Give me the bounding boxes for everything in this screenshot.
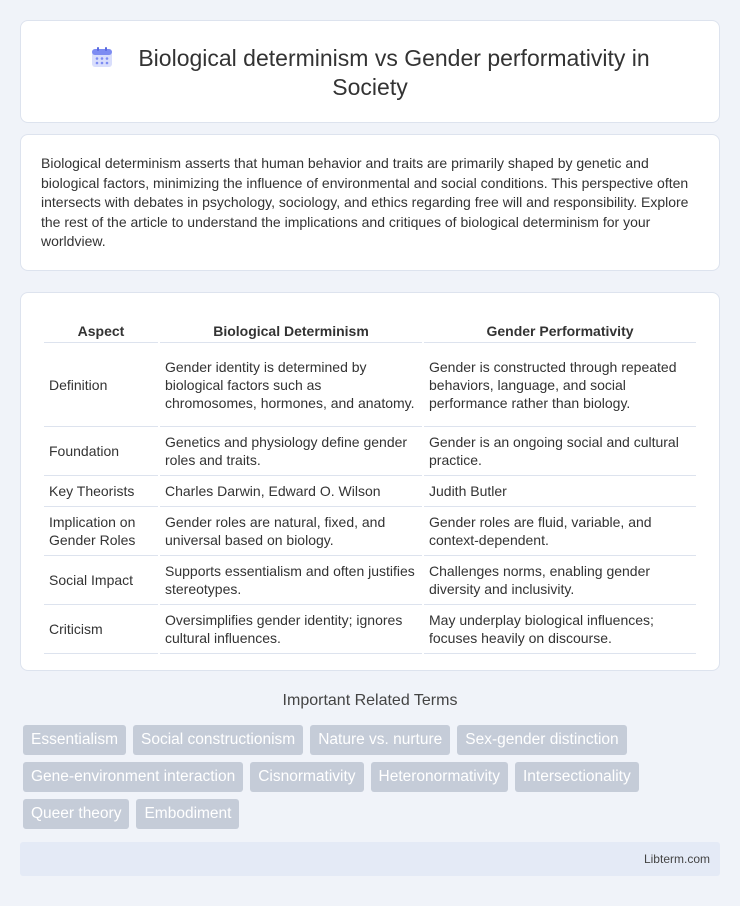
footer xyxy=(20,842,720,876)
table-header-row xyxy=(44,313,696,343)
row-biological: Supports essentialism and often justifies stereotypes. xyxy=(160,556,422,605)
calendar-icon xyxy=(90,45,114,69)
table-row xyxy=(44,343,696,427)
header-biological-determinism: Biological Determinism xyxy=(160,313,422,343)
term-tag[interactable]: Embodiment xyxy=(136,799,239,829)
title-card xyxy=(20,20,720,123)
row-performativity: Judith Butler xyxy=(424,476,696,507)
row-biological: Gender roles are natural, fixed, and universal based on biology. xyxy=(160,507,422,556)
term-tag[interactable]: Essentialism xyxy=(23,725,126,755)
row-biological: Genetics and physiology define gender roles and traits. xyxy=(160,427,422,476)
table-row xyxy=(44,507,696,556)
term-tag[interactable]: Gene-environment interaction xyxy=(23,762,243,792)
row-performativity: Gender is constructed through repeated behaviors, language, and social performance rather than biology. xyxy=(424,343,696,427)
term-tag[interactable]: Heteronormativity xyxy=(371,762,508,792)
term-tag[interactable]: Queer theory xyxy=(23,799,129,829)
term-tag[interactable]: Nature vs. nurture xyxy=(310,725,450,755)
comparison-card xyxy=(20,292,720,671)
row-performativity: Gender is an ongoing social and cultural practice. xyxy=(424,427,696,476)
header-gender-performativity: Gender Performativity xyxy=(424,313,696,343)
footer-site-link[interactable]: Libterm.com xyxy=(643,852,710,866)
intro-paragraph: Biological determinism asserts that human behavior and traits are primarily shaped by genetic and biological factors, minimizing the influence of environmental and social conditions. This perspective often intersects with debates in psychology, sociology, and ethics regarding free will and responsibility. Explore the rest of the article to understand the implications and critiques of biological determinism for your worldview. xyxy=(41,155,689,250)
row-aspect: Criticism xyxy=(44,605,158,654)
row-aspect: Key Theorists xyxy=(44,476,158,507)
term-tag[interactable]: Social constructionism xyxy=(133,725,303,755)
table-row xyxy=(44,605,696,654)
row-biological: Charles Darwin, Edward O. Wilson xyxy=(160,476,422,507)
row-biological: Oversimplifies gender identity; ignores cultural influences. xyxy=(160,605,422,654)
row-aspect: Foundation xyxy=(44,427,158,476)
header-aspect: Aspect xyxy=(44,313,158,343)
row-aspect: Implication on Gender Roles xyxy=(44,507,158,556)
title-text-2: Society xyxy=(332,74,408,100)
table-row xyxy=(44,556,696,605)
row-aspect: Social Impact xyxy=(44,556,158,605)
title-text-1: Biological determinism vs Gender performativity in xyxy=(138,45,650,71)
title-line-1 xyxy=(90,45,649,71)
comparison-table xyxy=(42,313,698,654)
table-row xyxy=(44,427,696,476)
intro-card xyxy=(20,134,720,271)
table-row xyxy=(44,476,696,507)
row-aspect: Definition xyxy=(44,343,158,427)
related-terms-list xyxy=(23,725,723,836)
row-performativity: Challenges norms, enabling gender diversity and inclusivity. xyxy=(424,556,696,605)
row-performativity: Gender roles are fluid, variable, and context-dependent. xyxy=(424,507,696,556)
term-tag[interactable]: Intersectionality xyxy=(515,762,639,792)
page-title xyxy=(21,44,719,102)
row-biological: Gender identity is determined by biological factors such as chromosomes, hormones, and anatomy. xyxy=(160,343,422,427)
term-tag[interactable]: Sex-gender distinction xyxy=(457,725,626,755)
related-terms-heading: Important Related Terms xyxy=(282,692,458,709)
row-performativity: May underplay biological influences; focuses heavily on discourse. xyxy=(424,605,696,654)
term-tag[interactable]: Cisnormativity xyxy=(250,762,363,792)
